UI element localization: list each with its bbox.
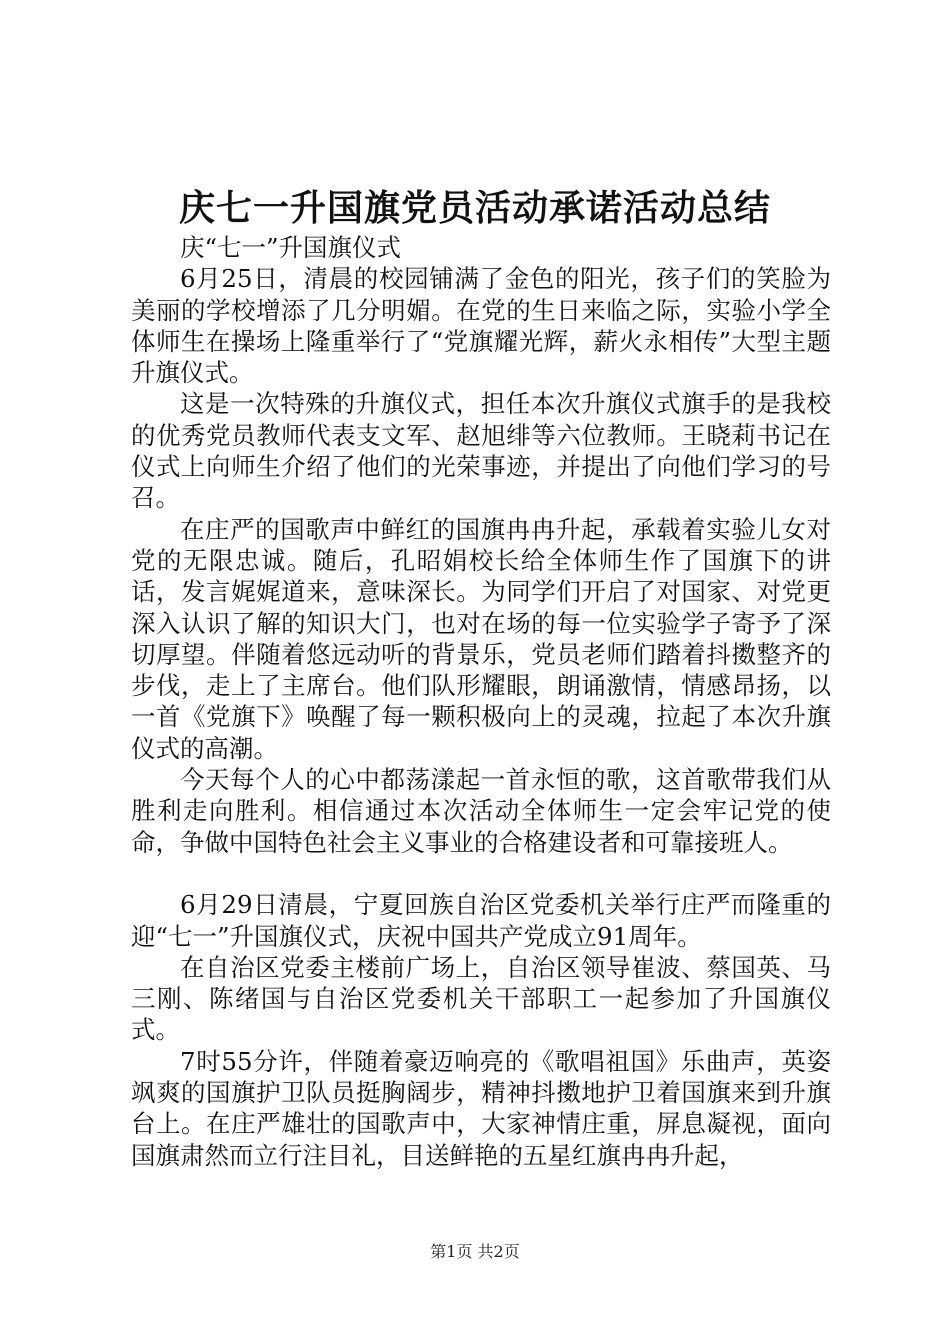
paragraph: 在自治区党委主楼前广场上，自治区领导崔波、蔡国英、马三刚、陈绪国与自治区党委机关干部职工一起参加了升国旗仪式。 <box>131 952 831 1045</box>
blank-line <box>131 858 831 889</box>
paragraph: 今天每个人的心中都荡漾起一首永恒的歌，这首歌带我们从胜利走向胜利。相信通过本次活动全体师生一定会牢记党的使命，争做中国特色社会主义事业的合格建设者和可靠接班人。 <box>131 765 831 857</box>
paragraph: 在庄严的国歌声中鲜红的国旗冉冉升起，承载着实验儿女对党的无限忠诚。随后，孔昭娟校长给全体师生作了国旗下的讲话，发言娓娓道来，意味深长。为同学们开启了对国家、对党更深入认识了解的知识大门，也对在场的每一位实验学子寄予了深切厚望。伴随着悠远动听的背景乐，党员老师们踏着抖擞整齐的步伐，走上了主席台。他们队形耀眼，朗诵激情，情感昂扬，以一首《党旗下》唤醒了每一颗积极向上的灵魂，拉起了本次升旗仪式的高潮。 <box>131 514 831 763</box>
paragraph: 这是一次特殊的升旗仪式，担任本次升旗仪式旗手的是我校的优秀党员教师代表支文军、赵旭绯等六位教师。王晓莉书记在仪式上向师生介绍了他们的光荣事迹，并提出了向他们学习的号召。 <box>131 389 831 513</box>
paragraph: 7时55分许，伴随着豪迈响亮的《歌唱祖国》乐曲声，英姿飒爽的国旗护卫队员挺胸阔步，精神抖擞地护卫着国旗来到升旗台上。在庄严雄壮的国歌声中，大家神情庄重，屏息凝视，面向国旗肃然而立行注目礼，目送鲜艳的五星红旗冉冉升起， <box>131 1046 831 1170</box>
document-body <box>131 232 831 1171</box>
paragraph-subtitle: 庆“七一”升国旗仪式 <box>180 233 402 262</box>
page-number-footer: 第1页 共2页 <box>430 1242 520 1261</box>
paragraph: 6月25日，清晨的校园铺满了金色的阳光，孩子们的笑脸为美丽的学校增添了几分明媚。在党的生日来临之际，实验小学全体师生在操场上隆重举行了“党旗耀光辉，薪火永相传”大型主题升旗仪式。 <box>131 264 831 388</box>
paragraph: 6月29日清晨，宁夏回族自治区党委机关举行庄严而隆重的迎“七一”升国旗仪式，庆祝中国共产党成立91周年。 <box>131 890 831 951</box>
document-title: 庆七一升国旗党员活动承诺活动总结 <box>178 187 771 229</box>
